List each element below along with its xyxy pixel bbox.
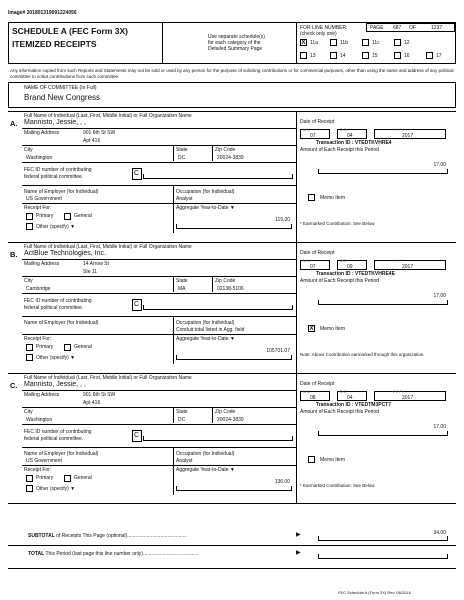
- primary-checkbox[interactable]: [26, 344, 33, 351]
- year-hint: Y Y Y Y: [392, 128, 404, 132]
- col-rule: [173, 447, 174, 465]
- year-hint: Y Y Y Y: [392, 259, 404, 263]
- col-rule: [173, 185, 174, 203]
- primary-label: Primary: [36, 475, 54, 481]
- memo-label: Memo Item: [320, 326, 346, 332]
- col-rule: [173, 316, 174, 334]
- full-name-label: Full Name of Individual (Last, First, Middle Initial) or Full Organization Name: [24, 244, 192, 250]
- other-checkbox[interactable]: [26, 485, 33, 492]
- line-13-label: 13: [310, 53, 316, 59]
- receipt-for-label: Receipt For:: [24, 336, 52, 342]
- line-11c-checkbox[interactable]: [362, 39, 369, 46]
- line-17-checkbox[interactable]: [426, 52, 433, 59]
- col-rule: [173, 145, 174, 161]
- day-value: 04: [347, 395, 353, 401]
- address-line2: Apt 416: [83, 400, 101, 406]
- line-12-checkbox[interactable]: [394, 39, 401, 46]
- row-rule: [22, 145, 296, 146]
- year-hint: Y Y Y Y: [392, 390, 404, 394]
- line-number-label: FOR LINE NUMBER:: [300, 25, 348, 31]
- day-value: 04: [347, 133, 353, 139]
- col-rule: [212, 276, 213, 292]
- employer-label: Name of Employer (for Individual): [24, 189, 99, 195]
- date-label: Date of Receipt: [300, 250, 335, 256]
- other-label: Other (specify) ▼: [36, 486, 76, 492]
- other-label: Other (specify) ▼: [36, 355, 76, 361]
- state-label: State: [176, 147, 188, 153]
- day-value: 09: [347, 264, 353, 270]
- mailing-label: Mailing Address: [24, 261, 60, 267]
- amount-field[interactable]: [318, 169, 448, 174]
- col-rule: [173, 407, 174, 423]
- total-field[interactable]: [318, 554, 448, 559]
- primary-checkbox[interactable]: [26, 475, 33, 482]
- date-label: Date of Receipt: [300, 119, 335, 125]
- employer-value: US Government: [26, 196, 62, 202]
- row-rule: [22, 447, 296, 448]
- fec-id-field[interactable]: [143, 305, 293, 310]
- entry-letter: C.: [10, 381, 18, 390]
- mailing-label: Mailing Address: [24, 392, 60, 398]
- entry-letter: B.: [10, 250, 18, 259]
- aggregate-field[interactable]: [176, 355, 292, 360]
- fec-id-label1: FEC ID number of contributing: [24, 167, 92, 173]
- occupation-value: Conduit total listed in Agg. field: [176, 327, 245, 333]
- day-hint: D D: [340, 259, 347, 263]
- total-bold: TOTAL: [28, 551, 45, 557]
- line-11b-label: 11b: [340, 40, 348, 46]
- receipt-for-label: Receipt For:: [24, 205, 52, 211]
- row-rule: [22, 407, 296, 408]
- copy-notice: Any information copied from such Reports and Statements may not be sold or used by any person for the purpose of soliciting contributions or for commercial purposes, other than using the name and address of any political committee to solicit contributions from such committee.: [10, 68, 454, 79]
- subtotal-field[interactable]: [318, 536, 448, 541]
- row-rule: [22, 465, 296, 466]
- month-value: 07: [310, 133, 316, 139]
- amount-field[interactable]: [318, 300, 448, 305]
- schedule-subtitle: ITEMIZED RECEIPTS: [12, 39, 97, 49]
- memo-label: Memo Item: [320, 457, 346, 463]
- month-value: 07: [310, 264, 316, 270]
- total-rest: This Period (last page this line number only)........................................: [44, 551, 199, 557]
- memo-label: Memo Item: [320, 195, 346, 201]
- aggregate-value: 136.00: [274, 479, 290, 485]
- general-checkbox[interactable]: [64, 213, 71, 220]
- zip-label: Zip Code: [215, 147, 236, 153]
- general-label: General: [74, 475, 92, 481]
- aggregate-field[interactable]: [176, 224, 292, 229]
- line-14-checkbox[interactable]: [330, 52, 337, 59]
- month-hint: M M: [303, 259, 310, 263]
- memo-checkbox[interactable]: X: [309, 326, 314, 332]
- entry-letter: A.: [10, 119, 18, 128]
- subtotal-label: [28, 533, 187, 539]
- total-arrow: ▶: [296, 550, 301, 556]
- primary-label: Primary: [36, 213, 54, 219]
- fec-id-label1: FEC ID number of contributing: [24, 298, 92, 304]
- line-17-label: 17: [436, 53, 442, 59]
- page-number: 687: [393, 25, 402, 31]
- general-label: General: [74, 344, 92, 350]
- col-rule: [173, 334, 174, 364]
- line-13-checkbox[interactable]: [300, 52, 307, 59]
- year-value: 2017: [402, 395, 414, 401]
- transaction-id: Transaction ID : VTEDTKVHRE4E: [316, 271, 395, 277]
- row-rule: [22, 293, 296, 294]
- general-checkbox[interactable]: [64, 344, 71, 351]
- fec-id-field[interactable]: [143, 174, 293, 179]
- total-label: [28, 551, 199, 557]
- fec-id-field[interactable]: [143, 436, 293, 441]
- state-value: DC: [178, 155, 186, 161]
- col-rule: [173, 276, 174, 292]
- fec-id-c: C: [134, 170, 140, 177]
- entry-note: * Earmarked Contribution: See Below: [300, 483, 375, 488]
- contributor-name: Mannisto, Jessie, , ,: [24, 381, 86, 388]
- city-label: City: [24, 409, 33, 415]
- row-rule: [22, 424, 296, 425]
- zip-label: Zip Code: [215, 409, 236, 415]
- other-label: Other (specify) ▼: [36, 224, 76, 230]
- amount-value: 17.00: [433, 293, 446, 299]
- aggregate-label: Aggregate Year-to-Date ▼: [176, 205, 235, 211]
- zip-value: 20024-3839: [217, 155, 244, 161]
- fec-id-c: C: [134, 301, 140, 308]
- fec-id-c: C: [134, 432, 140, 439]
- subtotal-rest: of Receipts This Page (optional)...........................................: [54, 533, 187, 539]
- aggregate-label: Aggregate Year-to-Date ▼: [176, 336, 235, 342]
- month-hint: M M: [303, 390, 310, 394]
- day-hint: D D: [340, 128, 347, 132]
- other-checkbox[interactable]: [26, 223, 33, 230]
- zip-value: 02138-5106: [217, 286, 244, 292]
- zip-value: 20024-3839: [217, 417, 244, 423]
- entry-top-rule: [8, 111, 456, 112]
- occupation-value: Analyst: [176, 196, 193, 202]
- contributor-name: ActBlue Technologies, Inc.: [24, 250, 106, 257]
- entry-divider: [296, 373, 297, 504]
- transaction-id: Transaction ID : VTEDTM3PCT7: [316, 402, 392, 408]
- amount-field[interactable]: [318, 431, 448, 436]
- row-rule: [22, 128, 296, 129]
- address-line2: Ste 11: [83, 269, 98, 275]
- address-line1: 901 6th St SW: [83, 130, 116, 136]
- of-label: OF: [409, 25, 416, 31]
- memo-checkbox[interactable]: [308, 456, 315, 463]
- instructions-line1: Use separate schedule(s): [208, 34, 265, 40]
- employer-label: Name of Employer (for Individual): [24, 451, 99, 457]
- month-hint: M M: [303, 128, 310, 132]
- zip-label: Zip Code: [215, 278, 236, 284]
- fec-id-label2: federal political committee.: [24, 436, 84, 442]
- amount-label: Amount of Each Receipt this Period: [300, 278, 379, 284]
- general-label: General: [74, 213, 92, 219]
- primary-checkbox[interactable]: [26, 213, 33, 220]
- page-total: 1237: [431, 25, 443, 31]
- year-value: 2017: [402, 133, 414, 139]
- address-line1: 901 6th St SW: [83, 392, 116, 398]
- subtotal-arrow: ▶: [296, 532, 301, 538]
- entry-divider: [296, 242, 297, 373]
- full-name-label: Full Name of Individual (Last, First, Middle Initial) or Full Organization Name: [24, 375, 192, 381]
- fec-id-label2: federal political committee.: [24, 174, 84, 180]
- employer-value: US Government: [26, 458, 62, 464]
- occupation-label: Occupation (for Individual): [176, 451, 235, 457]
- month-value: 08: [310, 395, 316, 401]
- instructions-line2: for each category of the: [208, 40, 261, 46]
- row-rule: [22, 316, 296, 317]
- city-value: Cambridge: [26, 286, 51, 292]
- entry-top-rule: [8, 373, 456, 374]
- contributor-name: Mannisto, Jessie, , ,: [24, 119, 86, 126]
- amount-value: 17.00: [433, 162, 446, 168]
- row-rule: [22, 162, 296, 163]
- city-value: Washington: [26, 417, 53, 423]
- row-rule: [22, 259, 296, 260]
- line-15-label: 15: [372, 53, 378, 59]
- fec-id-label1: FEC ID number of contributing: [24, 429, 92, 435]
- col-rule: [212, 407, 213, 423]
- occupation-label: Occupation (for Individual): [176, 320, 235, 326]
- entry-note: Note: Above Contribution earmarked through this organization.: [300, 352, 425, 357]
- row-rule: [22, 203, 296, 204]
- line-16-label: 16: [404, 53, 410, 59]
- line-11a-label: 11a: [310, 40, 318, 46]
- other-checkbox[interactable]: [26, 354, 33, 361]
- address-line2: Apt 416: [83, 138, 101, 144]
- city-value: Washington: [26, 155, 53, 161]
- aggregate-label: Aggregate Year-to-Date ▼: [176, 467, 235, 473]
- general-checkbox[interactable]: [64, 475, 71, 482]
- state-label: State: [176, 409, 188, 415]
- amount-label: Amount of Each Receipt this Period: [300, 409, 379, 415]
- receipt-for-label: Receipt For:: [24, 467, 52, 473]
- check-only-one: (check only one): [300, 31, 337, 37]
- line-11c-label: 11c: [372, 40, 380, 46]
- year-value: 2017: [402, 264, 414, 270]
- line-16-checkbox[interactable]: [394, 52, 401, 59]
- entry-top-rule: [8, 242, 456, 243]
- col-rule: [173, 203, 174, 233]
- full-name-label: Full Name of Individual (Last, First, Middle Initial) or Full Organization Name: [24, 113, 192, 119]
- aggregate-value: 105701.07: [266, 348, 290, 354]
- line-12-label: 12: [404, 40, 410, 46]
- subtotal-value: 34.00: [433, 530, 446, 536]
- memo-checkbox[interactable]: [308, 194, 315, 201]
- city-label: City: [24, 147, 33, 153]
- line-15-checkbox[interactable]: [362, 52, 369, 59]
- row-rule: [22, 390, 296, 391]
- aggregate-value: 119.00: [275, 217, 290, 223]
- col-rule: [173, 465, 174, 495]
- entry-divider: [296, 111, 297, 242]
- instructions-line3: Detailed Summary Page: [208, 46, 263, 52]
- state-label: State: [176, 278, 188, 284]
- line-11b-checkbox[interactable]: [330, 39, 337, 46]
- transaction-id: Transaction ID : VTEDTKVHRE4: [316, 140, 392, 146]
- state-value: MA: [178, 286, 186, 292]
- col-rule: [212, 145, 213, 161]
- amount-label: Amount of Each Receipt this Period: [300, 147, 379, 153]
- city-label: City: [24, 278, 33, 284]
- committee-name: Brand New Congress: [24, 93, 101, 102]
- employer-label: Name of Employer (for Individual): [24, 320, 99, 326]
- occupation-value: Analyst: [176, 458, 193, 464]
- day-hint: D D: [340, 390, 347, 394]
- fec-id-label2: federal political committee.: [24, 305, 84, 311]
- row-rule: [22, 334, 296, 335]
- schedule-title: SCHEDULE A (FEC Form 3X): [12, 26, 129, 36]
- form-footer: FEC Schedule A (Form 3X) Rev. 06/2016: [338, 590, 411, 595]
- line-11a-checkbox[interactable]: X: [301, 40, 306, 46]
- amount-value: 17.00: [433, 424, 446, 430]
- subtotal-bold: SUBTOTAL: [28, 533, 55, 539]
- occupation-label: Occupation (for Individual): [176, 189, 235, 195]
- line-14-label: 14: [340, 53, 346, 59]
- state-value: DC: [178, 417, 186, 423]
- row-rule: [22, 185, 296, 186]
- date-label: Date of Receipt: [300, 381, 335, 387]
- primary-label: Primary: [36, 344, 54, 350]
- aggregate-field[interactable]: [176, 486, 292, 491]
- page-label: PAGE: [370, 25, 384, 31]
- row-rule: [22, 276, 296, 277]
- image-id: Image# 201801319091224056: [8, 10, 77, 16]
- committee-label: NAME OF COMMITTEE (In Full): [24, 85, 97, 91]
- mailing-label: Mailing Address: [24, 130, 60, 136]
- entry-note: * Earmarked Contribution: See Below: [300, 221, 375, 226]
- address-line1: 14 Arrow St: [83, 261, 109, 267]
